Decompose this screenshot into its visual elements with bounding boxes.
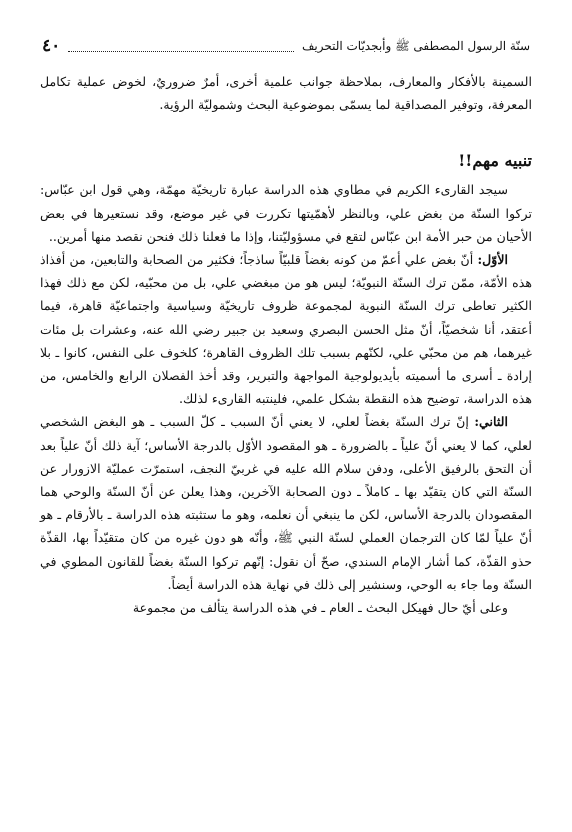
page-header <box>42 34 530 56</box>
second-point-label: الثاني: <box>474 414 508 430</box>
paragraph-first-point <box>40 248 532 410</box>
paragraph-second-point <box>40 410 532 596</box>
intro-paragraph: السمينة بالأفكار والمعارف، بملاحظة جوانب علمية أخرى، أمرٌ ضروريٌ، لخوض عملية تكامل المعرفة، وتوفير المصداقية لما يسمّى بموضوعية البحث وشموليّة الرؤية. <box>40 74 532 113</box>
second-point-text: إنّ ترك السنّة بغضاً لعلي، لا يعني أنّ السبب ـ كلّ السبب ـ هو البغض الشخصي لعلي، كما لا يعني أنّ علياً ـ بالضرورة ـ هو المقصود الأوّل بالدرجة الأساس؛ آية ذلك أنّ علياً بعد أن التحق بالرفيق الأعلى، ودفن سلام الله عليه في غربيّ النجف، استمرّت عمليّة الازورار عن السنّة التي كان يتقيّد بها ـ كاملاً ـ دون الصحابة الآخرين، وهذا يعلن عن أنّ السنّة والوحي هما المقصودان بالدرجة الأساس، لكن ما ينبغي أن نعلمه، وهو ما ستثبته هذه الدراسة ـ بالأرقام ـ هو أنّ علياً لمّا كان الترجمان العملي لسنّة النبي ﷺ، وأنّه هو دون غيره من كان متقيّداً بها، القذّة حذو القذّة، كما أشار الإمام السندي، صحّ أن نقول: إنّهم تركوا السنّة بغضاً للقانون المطوي في السنّة وما جاء به الوحي، وسنشير إلى ذلك في نهاية هذه الدراسة أيضاً. <box>40 414 532 592</box>
paragraph-intro-note: سيجد القارىء الكريم في مطاوي هذه الدراسة عبارة تاريخيّة مهمّة، وهي قول ابن عبّاس: تركوا السنّة من بغض علي، وبالنظر لأهمّيتها تكررت في غير موضع، وقد نستعيرها في بعض الأحيان من حبر الأمة ابن عبّاس لتقع في مسؤوليّتنا، وإذا ما فعلنا ذلك فنحن نقصد منها أمرين.. <box>40 182 532 244</box>
page-body <box>40 70 532 619</box>
first-point-label: الأوّل: <box>477 252 508 268</box>
page-number: ٤٠ <box>42 36 61 56</box>
first-point-text: أنّ بغض علي أعمّ من كونه بغضاً قلبيّاً ساذجاً؛ فكثير من الصحابة والتابعين، من أفذاذ هذه الأمّة، ممّن ترك السنّة النبويّة؛ ليس هو من مبغضي علي، بل من محبّيه، لكن مع ذلك فهذا الكثير تعاطى ترك السنّة النبوية لمجموعة ظروف تاريخيّة وسياسية واجتماعيّة قاهرة، فيما أعتقد، أنا شخصيّاً، أنّ مثل الحسن البصري وسعيد بن جبير رضي الله عنه، وعشرات بل مئات غيرهما، هم من محبّي علي، لكنّهم بسبب تلك الظروف القاهرة؛ كلخوف على النفس، كانوا ـ بلا إرادة ـ أسرى ما أسميته بأيديولوجية المواجهة والتبرير، وقد أخذ الفصلان الرابع والخامس، من هذه الدراسة، توضيح هذه النقطة بشكل علمي، فلينتبه القارىء لذلك. <box>40 252 532 407</box>
running-title: سنّة الرسول المصطفى ﷺ وأبجديّات التحريف <box>301 39 530 53</box>
header-dotted-leader <box>68 51 294 52</box>
section-heading: تنبيه مهم!! <box>458 151 532 171</box>
paragraph-closing: وعلى أيّ حال فهيكل البحث ـ العام ـ في هذه الدراسة يتألف من مجموعة <box>132 600 508 616</box>
